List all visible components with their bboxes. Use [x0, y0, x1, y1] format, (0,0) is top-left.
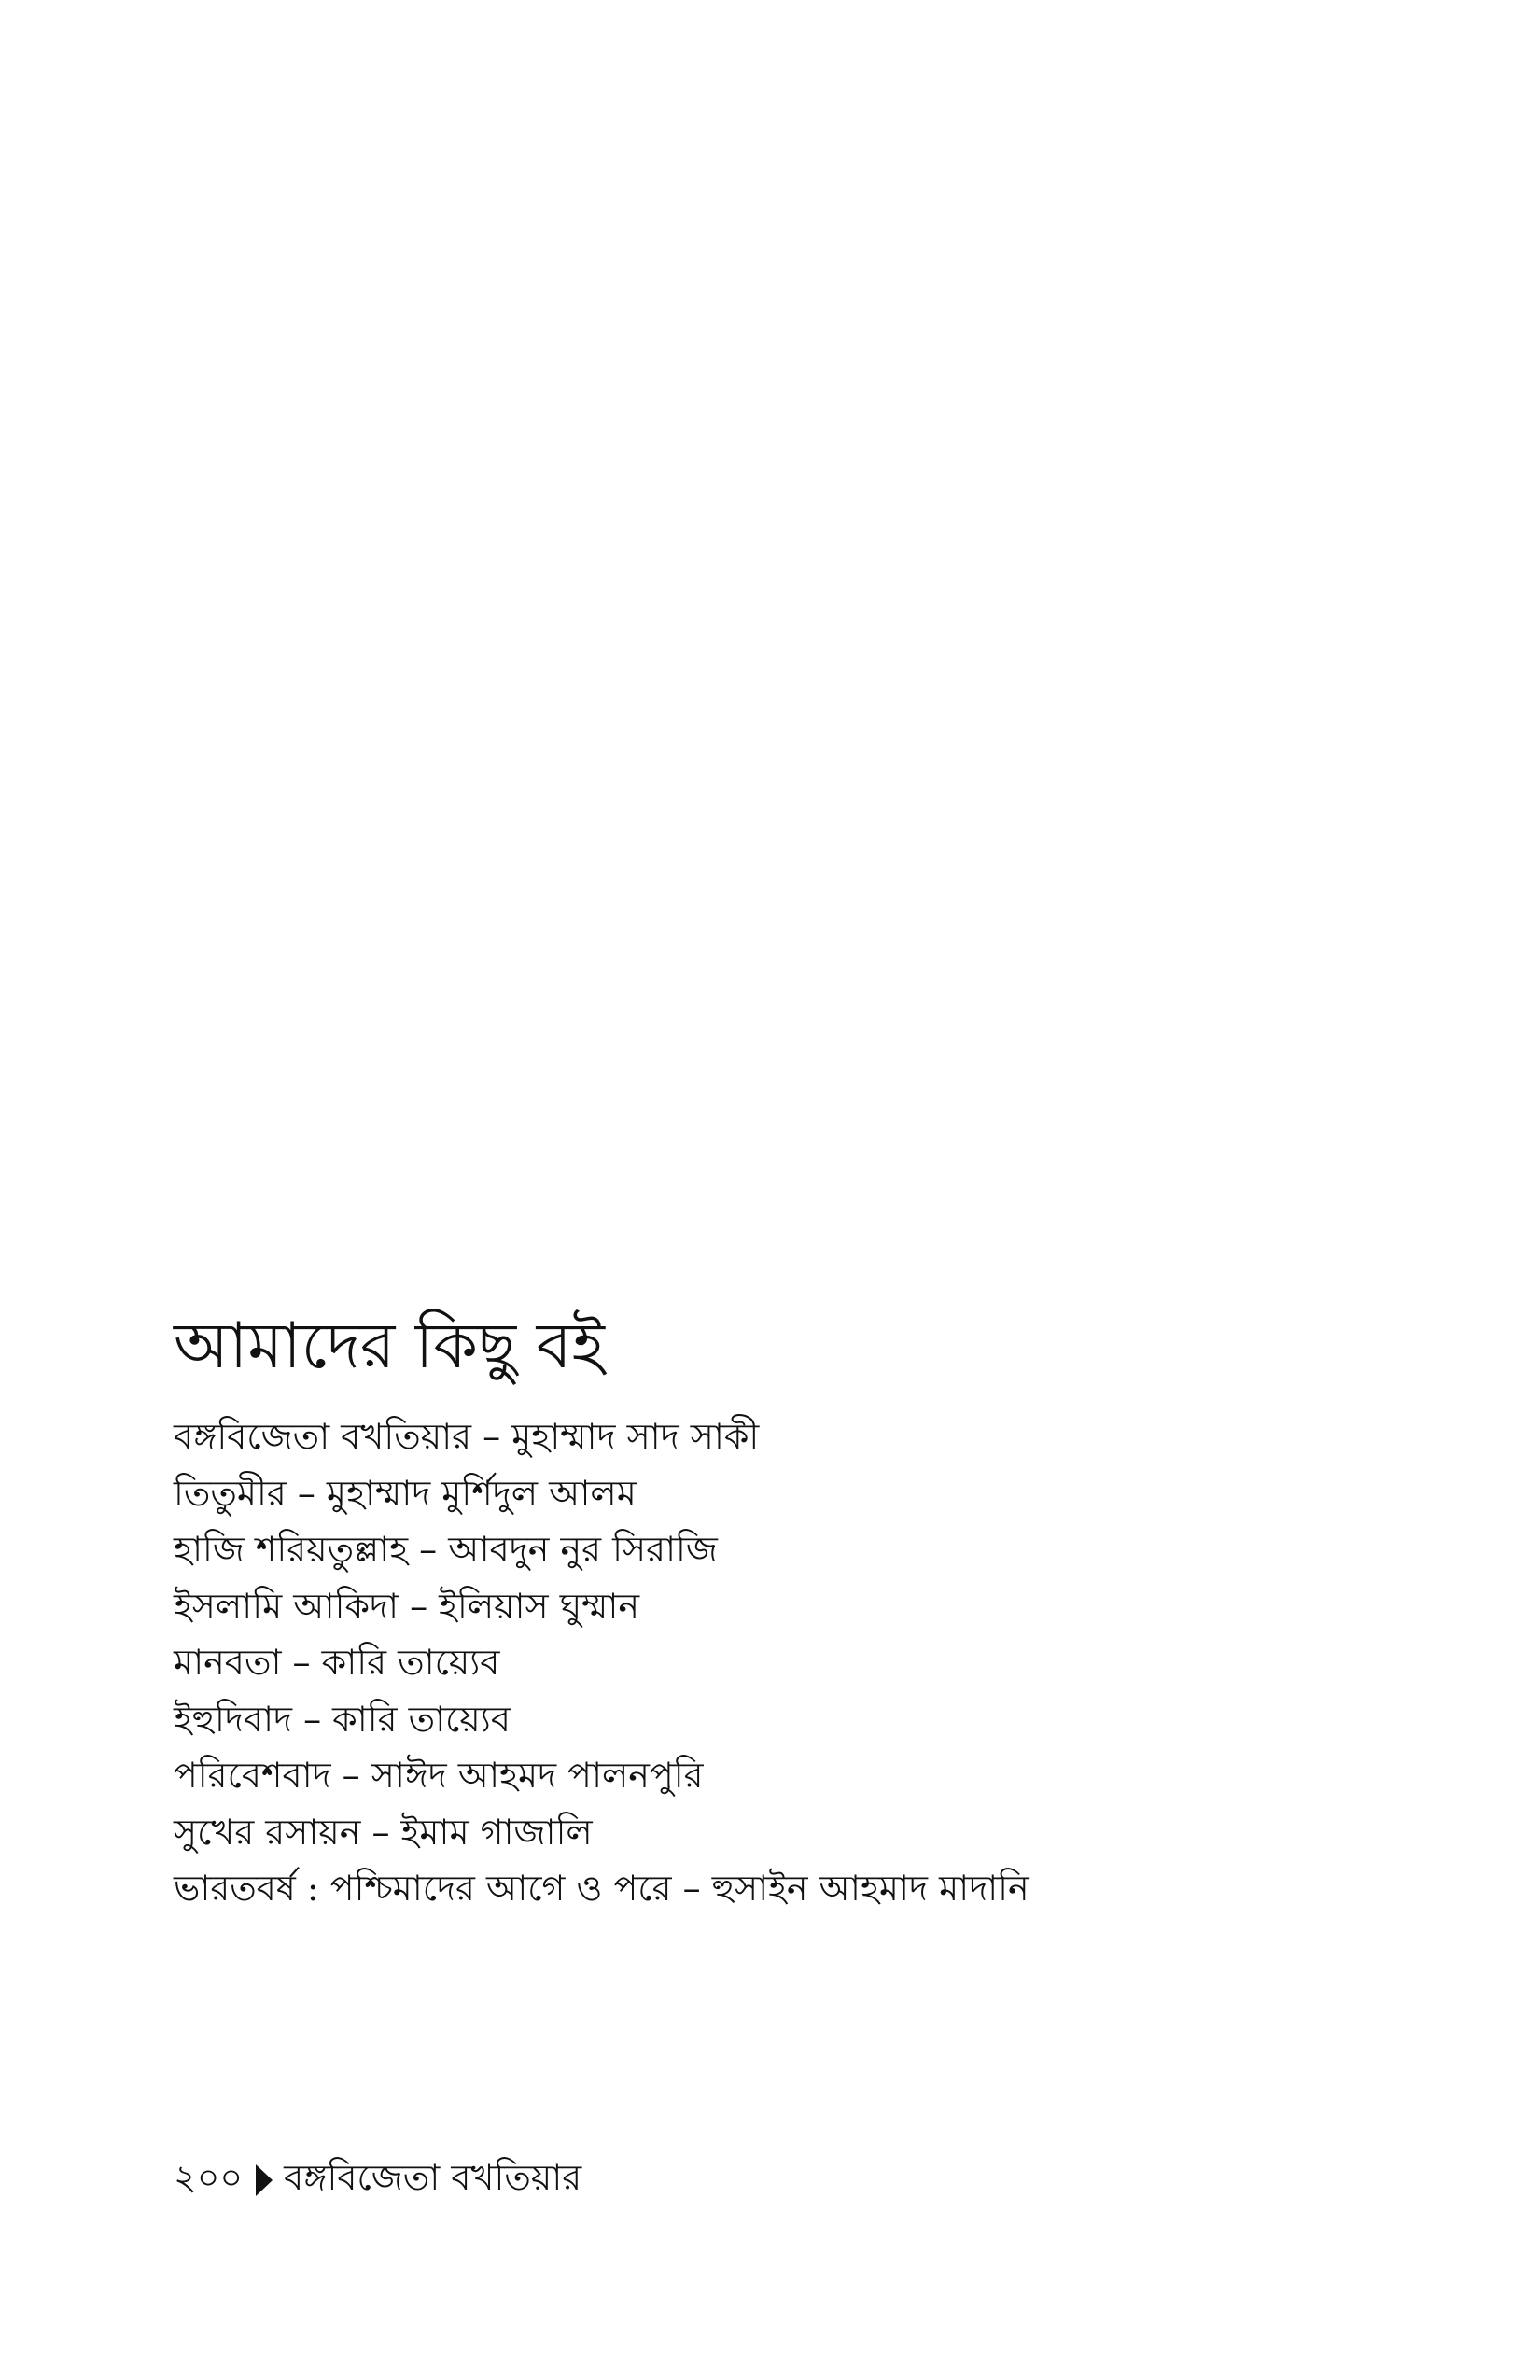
right-triangle-icon: [256, 2164, 273, 2196]
book-list-item: মানবতা – কারি তায়্যেব: [174, 1642, 500, 1683]
book-list-item: ভারতবর্ষ : পশ্চিমাদের আগে ও পরে – হুসাইন আহমাদ মাদানি: [174, 1868, 1029, 1909]
our-books-section: [174, 1302, 1387, 1917]
page-footer: [174, 2154, 581, 2206]
page-number: ২০০: [174, 2157, 244, 2198]
book-list-item: বঙ্গবিজেতা বখতিয়ার – মুহাম্মাদ সাদ সাকী: [174, 1416, 760, 1457]
book-list-item: হাজি শরিয়তুল্লাহ – আবদুন নুর সিরাজি: [174, 1529, 718, 1570]
book-list-item: ইসলামি আকিদা – ইলিয়াস ঘুম্মান: [174, 1585, 640, 1627]
book-list-item: ইহুদিবাদ – কারি তায়্যেব: [174, 1698, 511, 1740]
running-book-title: বঙ্গবিজেতা বখতিয়ার: [284, 2157, 582, 2198]
book-list-item: তিতুমীর – মুহাম্মাদ মুর্শিদুল আলম: [174, 1472, 637, 1514]
book-list-item: সুখের রসায়ন – ইমাম গাজালি: [174, 1811, 593, 1853]
section-heading: আমাদের কিছু বই: [174, 1309, 605, 1383]
book-list: [174, 1408, 1387, 1917]
book-list-item: পরিবেশবাদ – সাঈদ আহমদ পালনপুরি: [174, 1755, 704, 1796]
